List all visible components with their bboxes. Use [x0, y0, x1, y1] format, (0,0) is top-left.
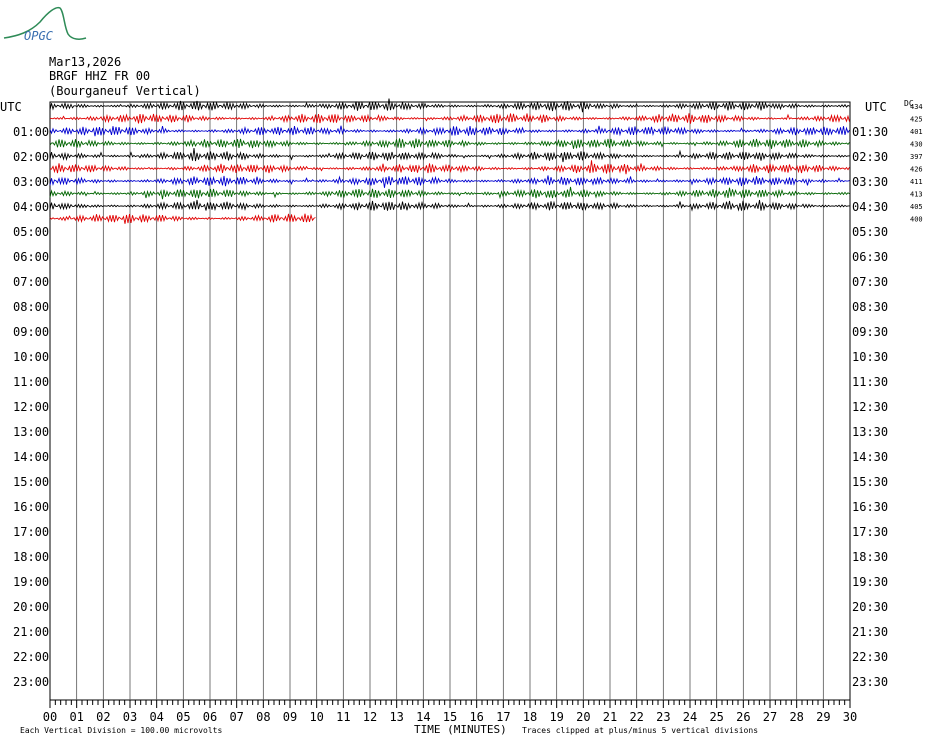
dc-value: 405	[910, 203, 923, 211]
dc-value: 400	[910, 215, 923, 224]
x-tick-label: 17	[496, 710, 511, 724]
dc-value: 401	[910, 128, 923, 136]
dc-value: 411	[910, 178, 923, 186]
logo	[4, 8, 86, 43]
left-hour-label: 03:00	[13, 175, 50, 189]
left-hour-label: 06:00	[13, 250, 50, 264]
x-tick-label: 10	[309, 710, 324, 724]
right-hour-label: 12:30	[852, 400, 889, 414]
left-hour-label: 05:00	[13, 225, 50, 239]
x-tick-label: 03	[122, 710, 138, 724]
right-hour-label: 06:30	[852, 250, 889, 264]
left-hour-label: 08:00	[13, 300, 50, 314]
left-hour-label: 10:00	[13, 350, 50, 364]
dc-labels	[910, 103, 923, 224]
right-hour-label: 23:30	[852, 675, 889, 689]
left-utc-label: UTC	[0, 100, 22, 114]
chart-station-name: (Bourganeuf Vertical)	[49, 84, 201, 98]
left-hour-label: 09:00	[13, 325, 50, 339]
right-hour-label: 10:30	[852, 350, 889, 364]
dc-value: 425	[910, 115, 923, 124]
x-tick-label: 29	[816, 710, 831, 724]
x-tick-label: 07	[229, 710, 244, 724]
left-hour-label: 11:00	[13, 375, 50, 389]
x-tick-label: 25	[709, 710, 724, 724]
x-tick-label: 01	[69, 710, 84, 724]
right-hour-label: 21:30	[852, 625, 889, 639]
x-tick-label: 18	[522, 710, 538, 724]
right-hour-label: 02:30	[852, 150, 889, 164]
left-hour-label: 01:00	[13, 125, 50, 139]
x-tick-label: 04	[149, 710, 164, 724]
left-hour-label: 13:00	[13, 425, 50, 439]
x-tick-label: 15	[442, 710, 458, 724]
x-tick-label: 06	[202, 710, 218, 724]
left-hour-label: 14:00	[13, 450, 50, 464]
hour-labels	[13, 125, 888, 689]
right-hour-label: 19:30	[852, 575, 889, 589]
left-hour-label: 15:00	[13, 475, 50, 489]
right-hour-label: 09:30	[852, 325, 889, 339]
x-tick-label: 14	[416, 710, 431, 724]
x-tick-label: 23	[656, 710, 671, 724]
x-tick-label: 12	[362, 710, 378, 724]
right-hour-label: 18:30	[852, 550, 889, 564]
chart-station: BRGF HHZ FR 00	[49, 69, 151, 83]
left-hour-label: 20:00	[13, 600, 50, 614]
x-tick-label: 26	[736, 710, 751, 724]
dc-label: DC	[904, 99, 914, 108]
left-hour-label: 18:00	[13, 550, 50, 564]
x-tick-label: 20	[576, 710, 591, 724]
right-hour-label: 16:30	[852, 500, 889, 514]
left-hour-label: 23:00	[13, 675, 50, 689]
right-hour-label: 07:30	[852, 275, 889, 289]
right-hour-label: 11:30	[852, 375, 889, 389]
right-hour-label: 15:30	[852, 475, 889, 489]
x-tick-label: 00	[42, 710, 58, 724]
x-tick-label: 13	[389, 710, 404, 724]
left-hour-label: 07:00	[13, 275, 50, 289]
x-tick-label: 21	[602, 710, 618, 724]
right-hour-label: 17:30	[852, 525, 889, 539]
x-tick-label: 24	[682, 710, 698, 724]
left-hour-label: 12:00	[13, 400, 50, 414]
x-axis	[43, 710, 857, 724]
logo-text: OPGC	[24, 29, 53, 43]
x-tick-label: 02	[96, 710, 111, 724]
chart-date: Mar13,2026	[49, 55, 122, 69]
left-hour-label: 16:00	[13, 500, 50, 514]
right-hour-label: 08:30	[852, 300, 889, 314]
left-hour-label: 17:00	[13, 525, 50, 539]
right-hour-label: 04:30	[852, 200, 889, 214]
x-tick-label: 16	[469, 710, 484, 724]
dc-value: 426	[910, 165, 923, 174]
x-tick-label: 08	[256, 710, 271, 724]
left-hour-label: 02:00	[13, 150, 50, 164]
right-hour-label: 14:30	[852, 450, 889, 464]
x-tick-label: 09	[282, 710, 298, 724]
scale-note: Each Vertical Division = 100.00 microvolts	[20, 726, 223, 735]
clip-note: Traces clipped at plus/minus 5 vertical divisions	[522, 726, 759, 735]
right-hour-label: 22:30	[852, 650, 889, 664]
dc-value: 430	[910, 140, 923, 149]
dc-value: 397	[910, 153, 923, 161]
right-hour-label: 20:30	[852, 600, 889, 614]
right-hour-label: 01:30	[852, 125, 889, 139]
x-tick-label: 19	[549, 710, 564, 724]
right-hour-label: 03:30	[852, 175, 889, 189]
right-hour-label: 05:30	[852, 225, 889, 239]
x-tick-label: 28	[789, 710, 804, 724]
right-utc-label: UTC	[865, 100, 887, 114]
x-tick-label: 22	[629, 710, 644, 724]
x-tick-label: 11	[336, 710, 351, 724]
dc-value: 413	[910, 190, 923, 199]
x-tick-label: 27	[762, 710, 778, 724]
right-hour-label: 13:30	[852, 425, 889, 439]
x-axis-title: TIME (MINUTES)	[414, 723, 507, 736]
left-hour-label: 19:00	[13, 575, 50, 589]
seismic-trace	[50, 214, 316, 224]
x-tick-label: 30	[842, 710, 858, 724]
dc-value: 434	[910, 103, 923, 111]
x-tick-label: 05	[176, 710, 191, 724]
left-hour-label: 04:00	[13, 200, 50, 214]
left-hour-label: 21:00	[13, 625, 50, 639]
left-hour-label: 22:00	[13, 650, 50, 664]
